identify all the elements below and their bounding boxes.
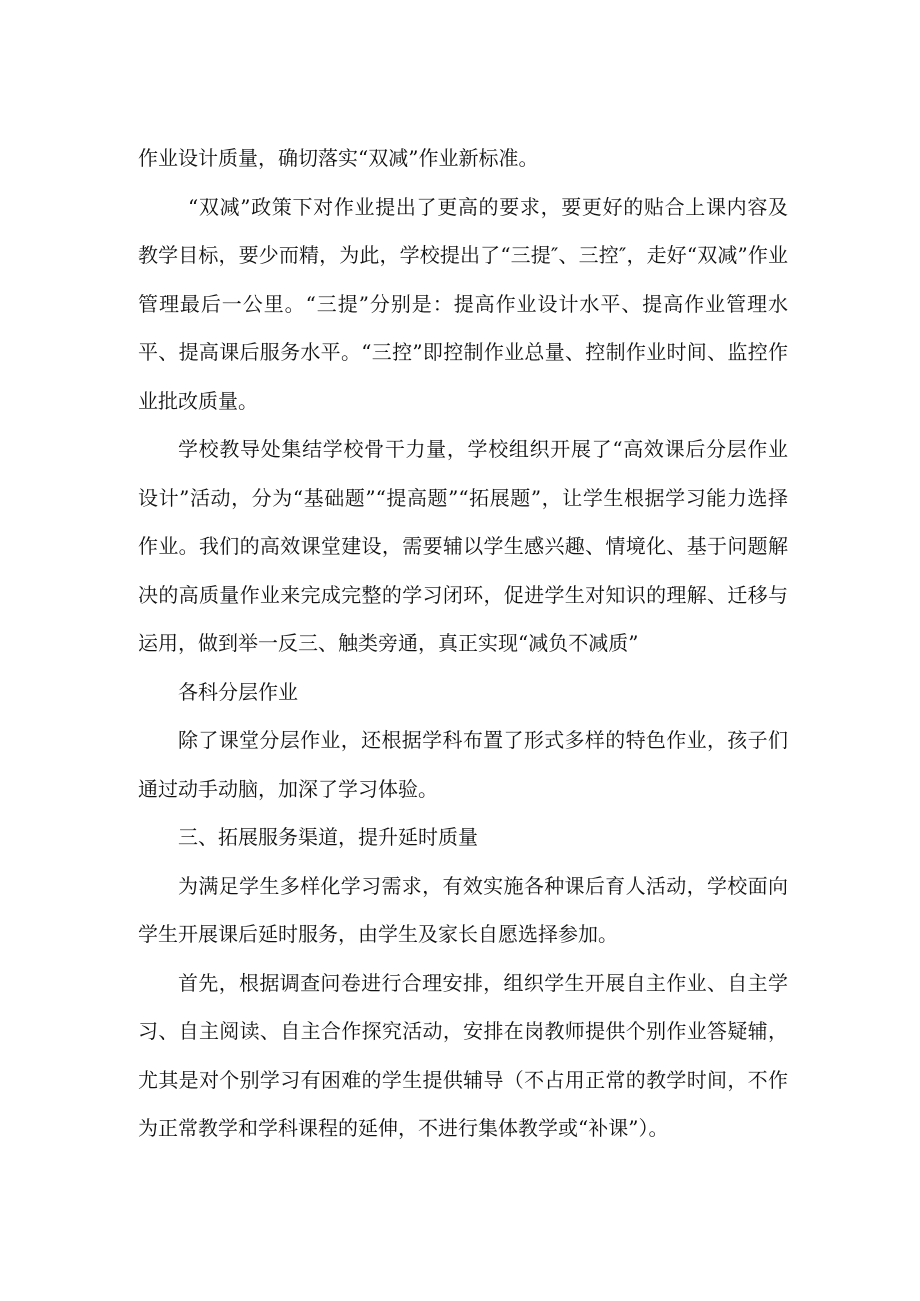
paragraph-2: “双减”政策下对作业提出了更高的要求，要更好的贴合上课内容及教学目标，要少而精，为此，学校提出了“三提″、三控″，走好“双减”作业管理最后一公里。“三提”分别是：提高作业设计水平、提高作业管理水平、提高课后服务水平。“三控”即控制作业总量、控制作业时间、监控作业批改质量。 — [138, 194, 788, 413]
paragraph-1: 作业设计质量，确切落实“双减”作业新标准。 — [138, 146, 539, 170]
paragraph-6: 首先，根据调查问卷进行合理安排，组织学生开展自主作业、自主学习、自主阅读、自主合作探究活动，安排在岗教师提供个别作业答疑辅，尤其是对个别学习有困难的学生提供辅导（不占用正常的教学时间，不作为正常教学和学科课程的延伸，不进行集体教学或“补课”）。 — [138, 970, 788, 1140]
section-heading-layered-homework: 各科分层作业 — [178, 679, 298, 704]
paragraph-4: 除了课堂分层作业，还根据学科布置了形式多样的特色作业，孩子们通过动手动脑，加深了学习体验。 — [138, 728, 788, 801]
document-body — [138, 134, 788, 1153]
section-heading-3: 三、拓展服务渠道，提升延时质量 — [178, 825, 478, 849]
paragraph-5: 为满足学生多样化学习需求，有效实施各种课后育人活动，学校面向学生开展课后延时服务，由学生及家长自愿选择参加。 — [138, 873, 788, 946]
paragraph-3: 学校教导处集结学校骨干力量，学校组织开展了“高效课后分层作业设计”活动，分为“基础题”“提高题”“拓展题”，让学生根据学习能力选择作业。我们的高效课堂建设，需要辅以学生感兴趣、情境化、基于问题解决的高质量作业来完成完整的学习闭环，促进学生对知识的理解、迁移与运用，做到举一反三、触类旁通，真正实现“减负不减质” — [138, 437, 788, 655]
